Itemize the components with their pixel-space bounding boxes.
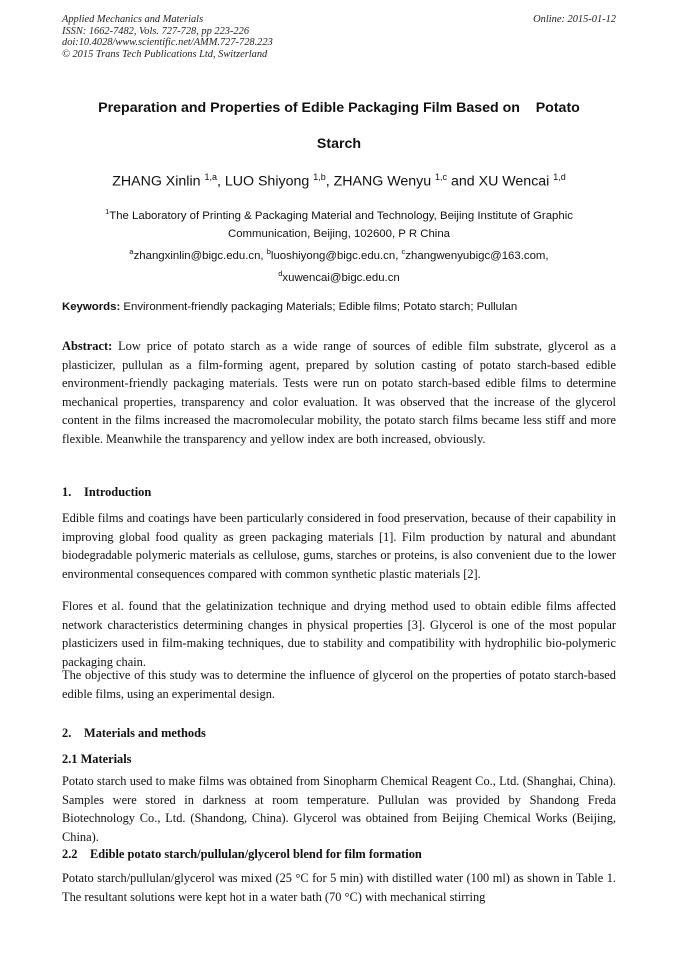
title-line-2: Starch bbox=[316, 136, 362, 152]
author-name: ZHANG Wenyu bbox=[333, 173, 436, 190]
intro-paragraph-3: The objective of this study was to determine the influence of glycerol on the properties of potato starch-based edible films, using an experimental design. bbox=[62, 668, 616, 701]
email-c[interactable]: zhangwenyubigc@163.com, bbox=[405, 249, 549, 262]
author-separator: , bbox=[216, 173, 225, 190]
affiliation bbox=[62, 203, 616, 243]
author-affil-sup: 1,c bbox=[435, 172, 448, 182]
online-date: Online: 2015-01-12 bbox=[533, 14, 616, 25]
email-sup: a bbox=[129, 247, 134, 256]
subsection-2-2-heading bbox=[62, 845, 616, 863]
abstract-text: Low price of potato starch as a wide range of sources of edible film substrate, glycerol as a plasticizer, pullulan as a film-forming agent, prepared by solution casting of potato starch-based edible environment-friendly packaging materials. Tests were run on potato starch-based edible films to determine mechanical properties, transparency and color evaluation. It was observed that the increase of the glycerol content in the films increased the macromolecular mobility, the potato starch films became less stiff and more flexible. Meanwhile the transparency and yellow index are both increased, obviously. bbox=[62, 339, 616, 446]
author-emails bbox=[62, 243, 616, 287]
copyright-line: © 2015 Trans Tech Publications Ltd, Switzerland bbox=[62, 48, 268, 60]
section-number: 1. bbox=[62, 485, 72, 499]
section-1-heading bbox=[62, 483, 616, 501]
section-title: Introduction bbox=[84, 485, 152, 499]
affiliation-line-1 bbox=[62, 203, 616, 225]
materials-paragraph: Potato starch used to make films was obtained from Sinopharm Chemical Reagent Co., Ltd. (Shanghai, China). Samples were stored in darkness at room temperature. Pullulan was provided by Shandong Freda Biotechnology Co., Ltd. (Shandong, China). Glycerol was obtained from Beijing Chemical Works (Beijing, China). bbox=[62, 774, 616, 844]
author-list bbox=[62, 166, 616, 193]
affiliation-sup: 1 bbox=[105, 207, 110, 216]
title-line-1: Preparation and Properties of Edible Packaging Film Based on Potato bbox=[98, 100, 580, 116]
journal-header bbox=[62, 14, 482, 60]
intro-paragraph-2: Flores et al. found that the gelatinization technique and drying method used to obtain edible films affected network characteristics determining changes in physical properties [3]. Glycerol is one of the most popular plasticizers used in film-making techniques, due to stability and compatibility with hydrophilic bio-polymeric packaging chain. bbox=[62, 599, 616, 669]
affiliation-text: The Laboratory of Printing & Packaging Material and Technology, Beijing Institute of Graphic bbox=[109, 209, 573, 222]
author-separator: , bbox=[325, 173, 334, 190]
author-separator: and bbox=[447, 173, 479, 190]
author-affil-sup: 1,b bbox=[313, 172, 326, 182]
keywords-text: Environment-friendly packaging Materials; Edible films; Potato starch; Pullulan bbox=[120, 301, 518, 313]
email-sup: d bbox=[278, 268, 283, 278]
section-2-heading bbox=[62, 724, 616, 742]
journal-name: Applied Mechanics and Materials bbox=[62, 14, 204, 25]
subsection-title: Edible potato starch/pullulan/glycerol blend for film formation bbox=[90, 847, 422, 861]
issn-line: ISSN: 1662-7482, Vols. 727-728, pp 223-226 bbox=[62, 25, 250, 37]
email-sup: c bbox=[401, 247, 406, 256]
affiliation-line-2: Communication, Beijing, 102600, P R China bbox=[227, 227, 451, 240]
section-title: Materials and methods bbox=[84, 726, 206, 740]
section-number: 2. bbox=[62, 726, 72, 740]
email-sup: b bbox=[266, 247, 271, 256]
abstract-label: Abstract: bbox=[62, 339, 113, 353]
subsection-number: 2.2 bbox=[62, 847, 78, 861]
author-affil-sup: 1,d bbox=[553, 172, 566, 182]
author-name: LUO Shiyong bbox=[224, 173, 314, 190]
email-b[interactable]: luoshiyong@bigc.edu.cn, bbox=[270, 249, 402, 262]
keywords-label: Keywords: bbox=[62, 301, 121, 313]
author-affil-sup: 1,a bbox=[204, 172, 217, 182]
doi-line: doi:10.4028/www.scientific.net/AMM.727-728.223 bbox=[62, 37, 273, 49]
blend-paragraph: Potato starch/pullulan/glycerol was mixed (25 °C for 5 min) with distilled water (100 ml) as shown in Table 1. The resultant solutions were kept hot in a water bath (70 °C) with mechanical stirring bbox=[62, 871, 616, 904]
email-line-2 bbox=[62, 265, 616, 287]
subsection-2-1-heading: 2.1 Materials bbox=[62, 752, 132, 766]
email-line-1 bbox=[62, 243, 616, 265]
email-d[interactable]: xuwencai@bigc.edu.cn bbox=[282, 271, 400, 284]
abstract bbox=[62, 337, 616, 449]
email-a[interactable]: zhangxinlin@bigc.edu.cn, bbox=[133, 249, 267, 262]
author-name: ZHANG Xinlin bbox=[112, 173, 205, 190]
author-name: XU Wencai bbox=[478, 173, 554, 190]
keywords bbox=[62, 299, 616, 316]
intro-paragraph-1: Edible films and coatings have been particularly considered in food preservation, because of their capability in improving global food quality as green packaging materials [1]. Film production by natural and abundant biodegradable polymeric materials as cellulose, gums, starches or proteins, is also convenient due to the lower environmental consequences compared with common synthetic plastic materials [2]. bbox=[62, 511, 616, 581]
paper-title bbox=[62, 90, 616, 162]
